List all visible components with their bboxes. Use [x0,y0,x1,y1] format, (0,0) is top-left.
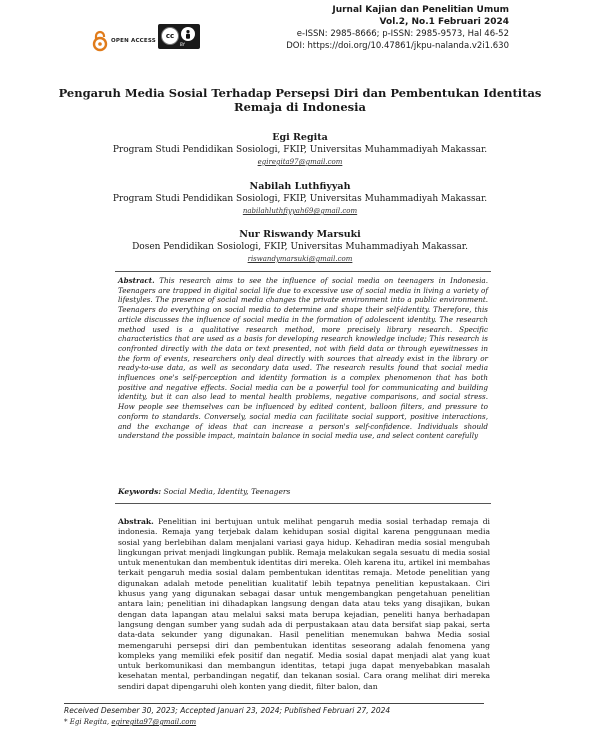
open-access-lock-icon [92,30,108,52]
doi-link[interactable]: DOI: https://doi.org/10.47861/jkpu-nalanda.v2i1.630 [286,41,509,51]
cc-icon: cc [161,27,179,45]
abstract-top-rule [115,271,491,272]
author-name: Nur Riswandy Marsuki [239,229,361,240]
corresponding-author-name: * Egi Regita, [64,718,110,726]
attribution-person-icon [181,27,195,41]
author-affiliation: Program Studi Pendidikan Sosiologi, FKIP, Universitas Muhammadiyah Makassar. [112,194,488,204]
abstrak-label: Abstrak. [118,517,154,526]
journal-volume: Vol.2, No.1 Februari 2024 [379,17,509,27]
author-block-1 [0,132,600,168]
title-line-2: Remaja di Indonesia [234,100,366,114]
keywords-text: Social Media, Identity, Teenagers [163,487,291,496]
title-line-1: Pengaruh Media Sosial Terhadap Persepsi Diri dan Pembentukan Identitas [58,86,542,100]
journal-name: Jurnal Kajian dan Penelitian Umum [332,5,509,15]
cc-by-license-badge [158,24,200,49]
paper-title [0,86,600,114]
author-block-2 [0,181,600,217]
publication-dates: Received Desember 30, 2023; Accepted Januari 23, 2024; Published Februari 27, 2024 [64,706,391,715]
abstract-english [118,276,488,441]
abstract-indonesian [118,517,490,692]
author-name: Nabilah Luthfiyyah [249,181,351,192]
abstrak-text: Penelitian ini bertujuan untuk melihat pengaruh media sosial terhadap remaja di indonesia. Remaja yang terjebak dalam kehidupan sosial digital karena penggunaan media sosial yang berlebihan dalam menjalani variasi gaya hidup. Kehadiran media sosial mengubah lingkungan privat menjadi lingkungan publik. Remaja melakukan segala sesuatu di media sosial untuk menentukan dan membentuk identitas diri mereka. Oleh karena itu, artikel ini membahas terkait pengaruh media sosial dalam pembentukan identitas remaja. Metode penelitian yang digunakan adalah metode penelitian kualitatif lebih tepatnya penelitian kepustakaan. Ciri khusus yang yang digunakan sebagai dasar untuk mengembangkan pengetahuan penelitian antara lain; penelitian ini dihadapkan langsung dengan data atau teks yang disajikan, bukan dengan data lapangan atau melalui saksi mata berupa kejadian, peneliti hanya berhadapan langsung dengan sumber yang sudah ada di perpustakaan atau data bersifat siap pakai, serta data-data sekunder yang digunakan. Hasil penelitian menemukan bahwa Media sosial memengaruhi persepsi diri dan pembentukan identitas seseorang adalah fenomena yang kompleks yang memiliki efek positif dan negatif. Media sosial dapat menjadi alat yang kuat untuk berkomunikasi dan membangun identitas, tetapi juga dapat menyebabkan masalah kesehatan mental, perbandingan negatif, dan tekanan sosial. Cara orang melihat diri mereka sendiri dapat dipengaruhi oleh konten yang diedit, filter balon, dan [118,517,490,691]
abstract-bottom-rule [115,503,491,504]
keywords [118,487,290,496]
open-access-label: OPEN ACCESS [111,38,156,44]
author-block-3 [0,229,600,265]
author-name: Egi Regita [272,132,328,143]
author-email[interactable]: nabilahluthfiyyah69@gmail.com [242,207,358,215]
corresponding-author-email[interactable]: egiregita97@gmail.com [111,718,197,726]
author-affiliation: Program Studi Pendidikan Sosiologi, FKIP, Universitas Muhammadiyah Makassar. [112,145,488,155]
abstract-text: This research aims to see the influence of social media on teenagers in Indonesia. Teenagers are trapped in digital social life due to excessive use of social media in living a variety of lifestyles. The presence of social media changes the private environment into a public environment. Teenagers do everything on social media to determine and shape their self-identity. Therefore, this article discusses the influence of social media in the formation of adolescent identity. The research method used is a qualitative research method, more precisely library research. Specific characteristics that are used as a basis for developing research knowledge include; This research is confronted directly with the data or text presented, not with field data or through eyewitnesses in the form of events, researchers only deal directly with sources that already exist in the library or ready-to-use data, as well as secondary data used. The research results found that social media influences one's self-perception and identity formation is a complex phenomenon that has both positive and negative effects. Social media can be a powerful tool for communicating and building identity, but it can also lead to mental health problems, negative comparisons, and social stress. How people see themselves can be influenced by edited content, balloon filters, and pressure to conform to standards. Conversely, social media can facilitate social support, positive interactions, and the exchange of ideas that can increase a person's self-confidence. Individuals should understand the possible impact, maintain balance in social media use, and select content carefully [118,276,488,441]
journal-issn: e-ISSN: 2985-8666; p-ISSN: 2985-9573, Hal 46-52 [296,29,509,39]
open-access-logo [92,30,156,52]
author-affiliation: Dosen Pendidikan Sosiologi, FKIP, Universitas Muhammadiyah Makassar. [132,242,468,252]
author-email[interactable]: egiregita97@gmail.com [257,158,343,166]
cc-by-label: BY [180,42,185,47]
abstract-label: Abstract. [118,276,155,285]
keywords-label: Keywords: [118,487,162,496]
corresponding-author [64,718,196,726]
author-email[interactable]: riswandymarsuki@gmail.com [247,255,353,263]
journal-header [286,4,509,52]
footer-rule [64,703,484,704]
